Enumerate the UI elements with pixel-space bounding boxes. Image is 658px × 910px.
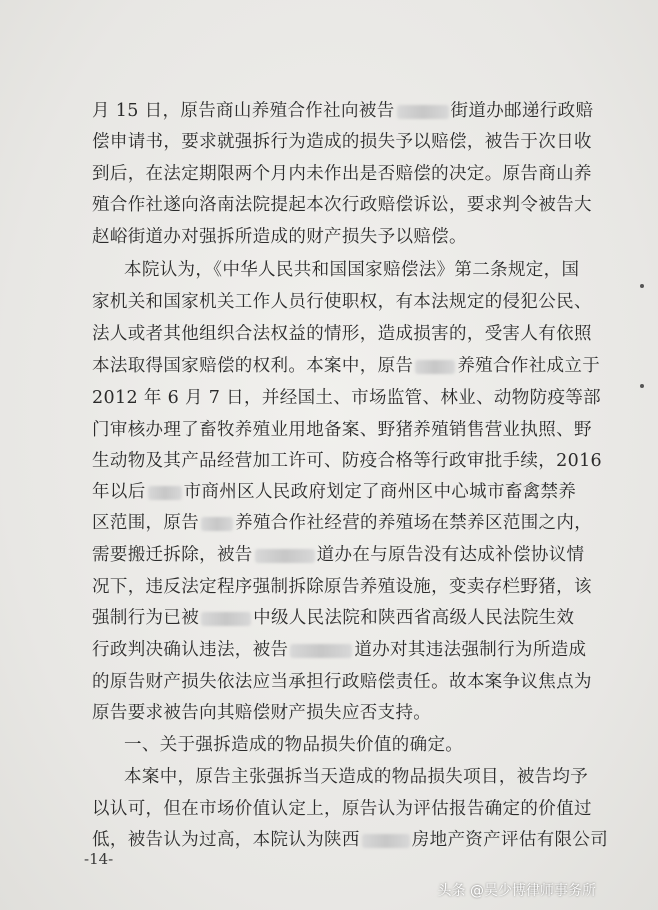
text-line: 年以后 市商州区人民政府划定了商州区中心城市畜禽禁养 bbox=[92, 482, 577, 502]
text-line: 区范围，原告 养殖合作社经营的养殖场在禁养区范围之内， bbox=[92, 513, 593, 533]
text-line: 2012 年 6 月 7 日，并经国土、市场监管、林业、动物防疫等部 bbox=[92, 388, 602, 408]
text-line: 的原告财产损失依法应当承担行政赔偿责任。故本案争议焦点为 bbox=[92, 672, 592, 692]
scan-speck bbox=[640, 284, 644, 288]
text-line: 原告要求被告向其赔偿财产损失应否支持。 bbox=[92, 703, 432, 723]
text-line: 家机关和国家机关工作人员行使职权，有本法规定的侵犯公民、 bbox=[92, 292, 592, 312]
page-number: -14- bbox=[84, 850, 114, 868]
redaction bbox=[397, 105, 449, 119]
redaction bbox=[201, 612, 251, 626]
redaction bbox=[290, 644, 352, 658]
section-heading: 一、关于强拆造成的物品损失价值的确定。 bbox=[124, 735, 464, 755]
text-line: 偿申请书，要求就强拆行为造成的损失予以赔偿，被告于次日收 bbox=[92, 132, 592, 152]
paragraph-start: 本案中，原告主张强拆当天造成的物品损失项目，被告均予 bbox=[124, 767, 589, 787]
watermark: 头条 @吴少博律师事务所 bbox=[437, 883, 596, 899]
text-line: 以认可，但在市场价值认定上，原告认为评估报告确定的价值过 bbox=[92, 799, 592, 819]
text-line: 本法取得国家赔偿的权利。本案中，原告 养殖合作社成立于 bbox=[92, 356, 601, 376]
text-line: 门审核办理了畜牧养殖业用地备案、野猪养殖销售营业执照、野 bbox=[92, 420, 592, 440]
text-line: 况下，违反法定程序强制拆除原告养殖设施，变卖存栏野猪，该 bbox=[92, 577, 592, 597]
text-line: 强制行为已被 中级人民法院和陕西省高级人民法院生效 bbox=[92, 608, 575, 628]
text-line: 法人或者其他组织合法权益的情形，造成损害的，受害人有依照 bbox=[92, 324, 592, 344]
text-line: 殖合作社遂向洛南法院提起本次行政赔偿诉讼，要求判令被告大 bbox=[92, 195, 592, 215]
paragraph-start: 本院认为，《中华人民共和国国家赔偿法》第二条规定，国 bbox=[124, 260, 580, 280]
text-line: 生动物及其产品经营加工许可、防疫合格等行政审批手续，2016 bbox=[92, 451, 603, 471]
text-line: 赵峪街道办对强拆所造成的财产损失予以赔偿。 bbox=[92, 227, 467, 247]
redaction bbox=[148, 486, 182, 500]
redaction bbox=[362, 834, 410, 848]
scan-speck bbox=[640, 384, 644, 388]
text-line: 低，被告认为过高，本院认为陕西 房地产资产评估有限公司 bbox=[92, 830, 609, 850]
redaction bbox=[415, 360, 455, 374]
text-line: 到后，在法定期限两个月内未作出是否赔偿的决定。原告商山养 bbox=[92, 164, 592, 184]
redaction bbox=[255, 549, 315, 563]
text-line: 需要搬迁拆除，被告 道办在与原告没有达成补偿协议情 bbox=[92, 545, 585, 565]
text-line: 月 15 日，原告商山养殖合作社向被告 街道办邮递行政赔 bbox=[92, 101, 594, 121]
text-line: 行政判决确认违法，被告 道办对其违法强制行为所造成 bbox=[92, 640, 587, 660]
redaction bbox=[201, 517, 233, 531]
